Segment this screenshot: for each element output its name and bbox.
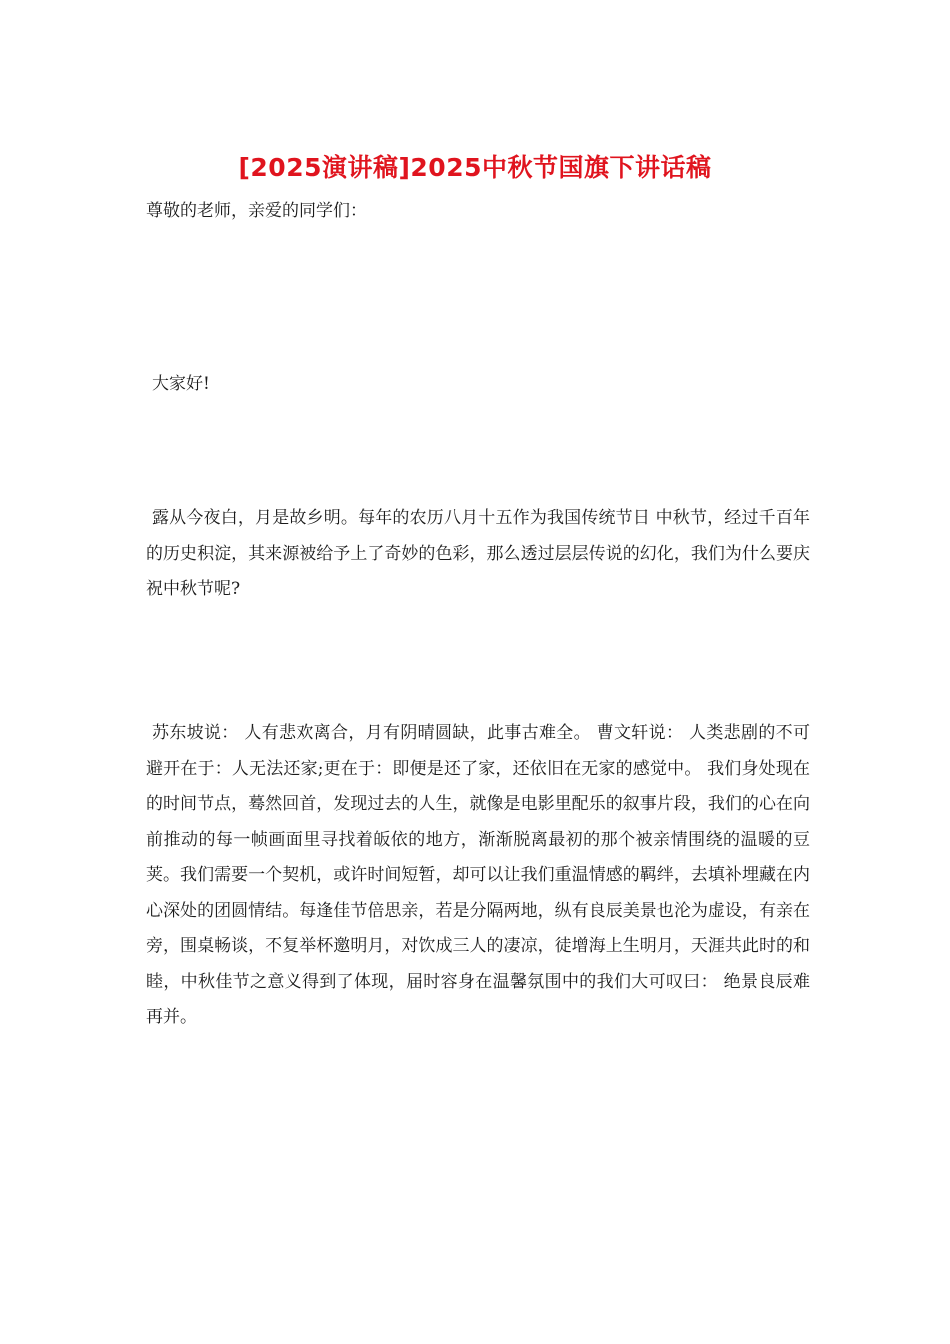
- salutation: 尊敬的老师，亲爱的同学们：: [146, 201, 367, 221]
- page-title: [2025演讲稿]2025中秋节国旗下讲话稿: [238, 153, 712, 182]
- body-paragraph: 苏东坡说： 人有悲欢离合，月有阴晴圆缺，此事古难全。 曹文轩说： 人类悲剧的不可避开在于：人无法还家;更在于：即便是还了家，还依旧在无家的感觉中。 我们身处现在的时间节点，蓦然回首，发现过去的人生，就像是电影里配乐的叙事片段，我们的心在向前推动的每一帧画面里寻找着皈依的地方，渐渐脱离最初的那个被亲情围绕的温暖的豆荚。我们需要一个契机，或许时间短暂，却可以让我们重温情感的羁绊，去填补埋藏在内心深处的团圆情结。每逢佳节倍思亲，若是分隔两地，纵有良辰美景也沦为虚设，有亲在旁，围桌畅谈，不复举杯邀明月，对饮成三人的凄凉，徒增海上生明月，天涯共此时的和睦，中秋佳节之意义得到了体现，届时容身在温馨氛围中的我们大可叹曰： 绝景良辰难再并。: [146, 723, 810, 1027]
- greeting: 大家好!: [152, 374, 210, 394]
- body-paragraph: 露从今夜白，月是故乡明。每年的农历八月十五作为我国传统节日 中秋节，经过千百年的历史积淀，其来源被给予上了奇妙的色彩，那么透过层层传说的幻化，我们为什么要庆祝中秋节呢?: [146, 508, 810, 599]
